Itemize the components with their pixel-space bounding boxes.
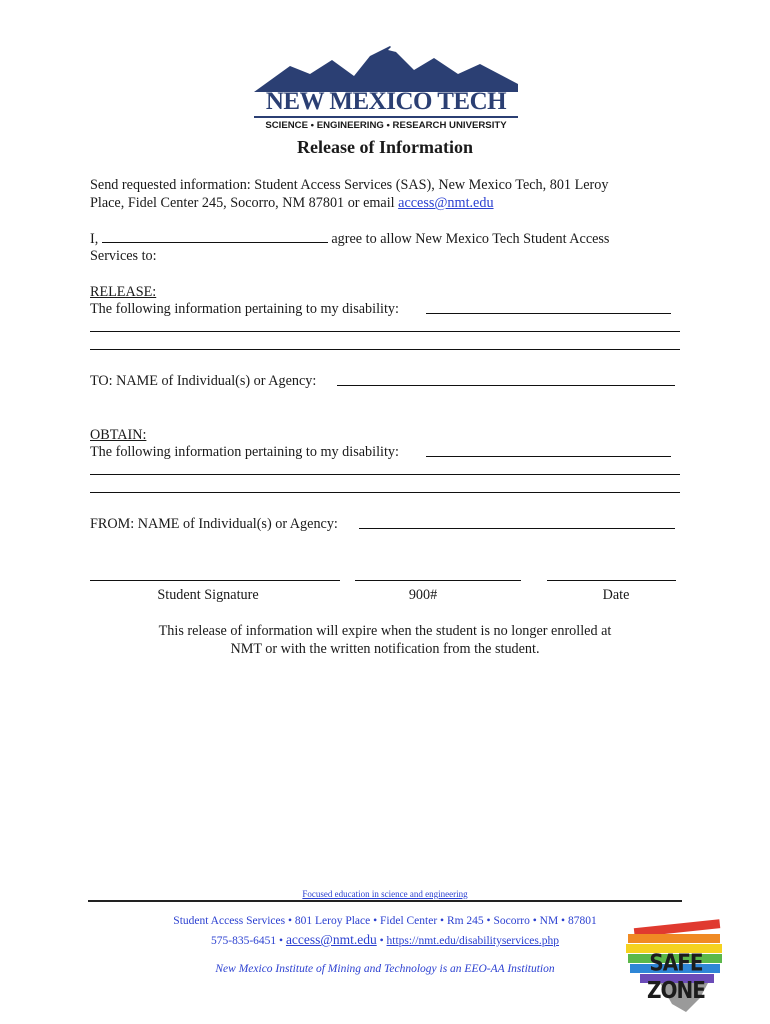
obtain-field-3[interactable] bbox=[90, 492, 680, 493]
expiry-line-2: NMT or with the written notification from the student. bbox=[230, 641, 540, 657]
logo-rule bbox=[254, 116, 518, 118]
intro-line-2-text: Place, Fidel Center 245, Socorro, NM 87801 or email bbox=[90, 195, 399, 211]
consent-prefix: I, bbox=[90, 231, 99, 247]
nmt-logo bbox=[250, 44, 522, 136]
release-heading: RELEASE: bbox=[90, 284, 157, 300]
release-label: The following information pertaining to my disability: bbox=[90, 301, 399, 317]
student-signature-label: Student Signature bbox=[157, 587, 259, 603]
from-field[interactable] bbox=[359, 528, 675, 529]
from-label: FROM: NAME of Individual(s) or Agency: bbox=[90, 516, 338, 532]
obtain-heading: OBTAIN: bbox=[90, 427, 147, 443]
obtain-field-1[interactable] bbox=[426, 456, 671, 457]
footer-sep: • bbox=[376, 935, 387, 947]
page-title: Release of Information bbox=[297, 137, 473, 157]
logo-name: NEW MEXICO TECH bbox=[265, 88, 507, 115]
obtain-label: The following information pertaining to my disability: bbox=[90, 444, 399, 460]
release-field-3[interactable] bbox=[90, 349, 680, 350]
intro-line-1: Send requested information: Student Access Services (SAS), New Mexico Tech, 801 Leroy bbox=[90, 177, 609, 193]
footer-tagline: Focused education in science and engineering bbox=[302, 889, 468, 899]
logo-tagline: SCIENCE • ENGINEERING • RESEARCH UNIVERSITY bbox=[265, 120, 507, 131]
release-field-1[interactable] bbox=[426, 313, 671, 314]
id-number-field[interactable] bbox=[355, 580, 521, 581]
release-field-2[interactable] bbox=[90, 331, 680, 332]
to-label: TO: NAME of Individual(s) or Agency: bbox=[90, 373, 317, 389]
intro-line-2 bbox=[90, 194, 494, 212]
consent-line bbox=[90, 229, 609, 248]
safe-zone-badge bbox=[624, 918, 728, 1016]
footer-url-link[interactable]: https://nmt.edu/disabilityservices.php bbox=[386, 935, 559, 947]
footer-institution: New Mexico Institute of Mining and Technology is an EEO-AA Institution bbox=[215, 963, 555, 975]
obtain-field-2[interactable] bbox=[90, 474, 680, 475]
date-field[interactable] bbox=[547, 580, 676, 581]
expiry-line-1: This release of information will expire when the student is no longer enrolled at bbox=[158, 623, 612, 639]
consent-suffix: agree to allow New Mexico Tech Student Access bbox=[331, 231, 610, 247]
mountains-icon bbox=[250, 44, 522, 94]
footer-address: Student Access Services • 801 Leroy Place • Fidel Center • Rm 245 • Socorro • NM • 87801 bbox=[173, 915, 597, 927]
email-link[interactable]: access@nmt.edu bbox=[398, 195, 494, 211]
footer-email-link[interactable]: access@nmt.edu bbox=[285, 932, 377, 947]
safe-zone-label: SAFE ZONE bbox=[647, 948, 705, 1004]
to-field[interactable] bbox=[337, 385, 675, 386]
id-number-label: 900# bbox=[408, 587, 438, 603]
student-name-field[interactable] bbox=[102, 229, 328, 243]
student-signature-field[interactable] bbox=[90, 580, 340, 581]
date-label: Date bbox=[602, 587, 630, 603]
footer-rule bbox=[88, 900, 682, 902]
consent-line-2: Services to: bbox=[90, 248, 157, 264]
footer-phone: 575-835-6451 • bbox=[211, 935, 286, 947]
